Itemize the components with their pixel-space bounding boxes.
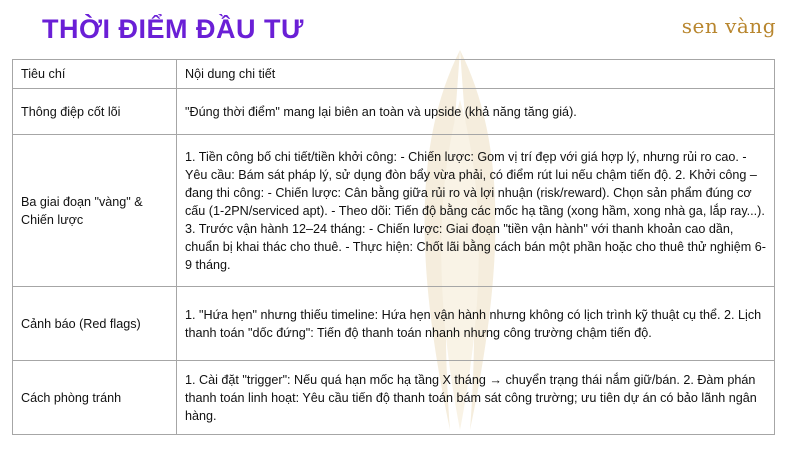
criterion-cell: Cách phòng tránh bbox=[13, 361, 177, 435]
table-row bbox=[13, 89, 775, 135]
criterion-cell: Cảnh báo (Red flags) bbox=[13, 287, 177, 361]
page-title: THỜI ĐIỂM ĐẦU TƯ bbox=[42, 14, 304, 44]
detail-cell: 1. Cài đặt "trigger": Nếu quá hạn mốc hạ tầng X tháng → chuyển trạng thái nắm giữ/bán. 2. Đàm phán thanh toán linh hoạt: Yêu cầu tiến độ thanh toán bám sát công trường; ưu tiên dự án có bảo lãnh ngân hàng. bbox=[177, 361, 775, 435]
detail-cell: 1. "Hứa hẹn" nhưng thiếu timeline: Hứa hẹn vận hành nhưng không có lịch trình kỹ thuật cụ thể. 2. Lịch thanh toán "dốc đứng": Tiến độ thanh toán nhanh nhưng công trường chậm tiến độ. bbox=[177, 287, 775, 361]
criterion-cell: Ba giai đoạn "vàng" & Chiến lược bbox=[13, 135, 177, 287]
table-row bbox=[13, 361, 775, 435]
criterion-cell: Thông điệp cốt lõi bbox=[13, 89, 177, 135]
table-header-row bbox=[13, 60, 775, 89]
column-header-criterion: Tiêu chí bbox=[13, 60, 177, 89]
table-row bbox=[13, 135, 775, 287]
table-row bbox=[13, 287, 775, 361]
column-header-detail: Nội dung chi tiết bbox=[177, 60, 775, 89]
detail-cell: "Đúng thời điểm" mang lại biên an toàn và upside (khả năng tăng giá). bbox=[177, 89, 775, 135]
investment-timing-table bbox=[12, 59, 775, 435]
brand-logo: sen vàng bbox=[681, 14, 776, 38]
detail-cell: 1. Tiền công bố chi tiết/tiền khởi công: - Chiến lược: Gom vị trí đẹp với giá hợp lý, nhưng rủi ro cao. - Yêu cầu: Bám sát pháp lý, sử dụng đòn bẩy vừa phải, có điểm rút lui nếu chậm tiến độ. 2. Khởi công – đang thi công: - Chiến lược: Cân bằng giữa rủi ro và lợi nhuận (risk/reward). Chọn sản phẩm đúng cơ cấu (1-2PN/serviced apt). - Theo dõi: Tiến độ bằng các mốc hạ tầng (xong hầm, xong nhà ga, lắp ray...). 3. Trước vận hành 12–24 tháng: - Chiến lược: Giai đoạn "tiền vận hành" với thanh khoản cao dần, chuẩn bị khai thác cho thuê. - Thực hiện: Chốt lãi bằng cách bán một phần hoặc cho thuê thử nghiệm 6-9 tháng. bbox=[177, 135, 775, 287]
